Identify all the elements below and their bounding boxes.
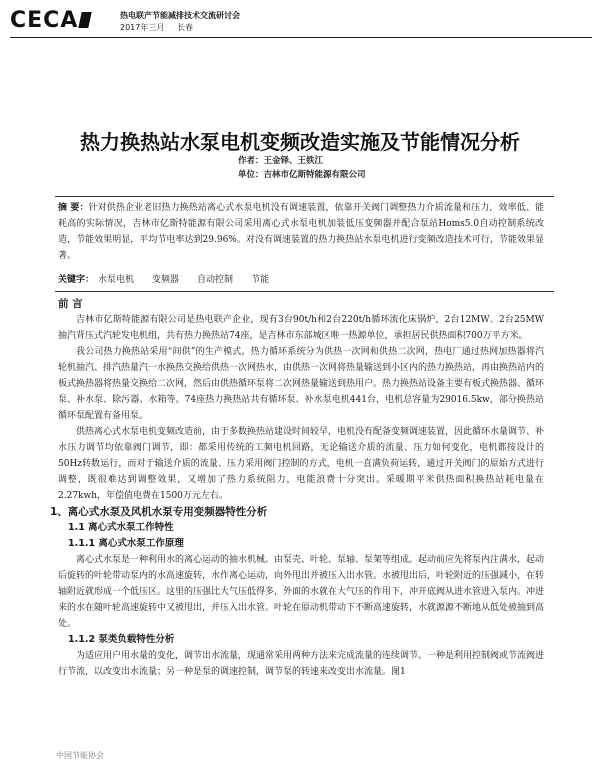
keywords-label: 关键字： (58, 275, 95, 285)
section-1-heading: 1、离心式水泵及风机水泵专用变频器特性分析 (50, 506, 268, 518)
keyword-item: 变频器 (152, 275, 180, 285)
keyword-item: 节能 (251, 275, 270, 285)
abstract (58, 200, 544, 264)
page-footer: 中国节能协会 (56, 751, 104, 760)
divider-bottom (55, 291, 554, 292)
paragraph: 吉林市亿斯特能源有限公司是热电联产企业，现有3台90t/h和2台220t/h循环流化床锅炉，2台12MW、2台25MW抽汽背压式汽轮发电机组，共有热力换热站74座，是吉林市东部城区唯一热源单位，承担居民供热面积700万平方米。 (58, 315, 544, 341)
section-1-1-1-heading: 1.1.1 离心式水泵工作原理 (68, 538, 184, 549)
paragraph: 离心式水泵是一种利用水的离心运动的抽水机械。由泵壳、叶轮、泵轴、泵架等组成。起动前应先将泵内注满水，起动后旋转的叶轮带动泵内的水高速旋转，水作离心运动，向外甩出并被压入出水管。水被甩出后，叶轮附近的压强减小，在转轴附近就形成一个低压区。这里的压强比大气压低得多，外面的水就在大气压的作用下，冲开底阀从进水管进入泵内。冲进来的水在随叶轮高速旋转中又被甩出，并压入出水管。叶轮在原动机带动下不断高速旋转，水就源源不断地从低处被抽到高处。 (58, 555, 545, 629)
header-info (120, 10, 240, 34)
author-line: 作者：王金铎、王铁江 (238, 156, 324, 166)
logo-mark-icon (79, 12, 92, 28)
section-1-1-2-heading: 1.1.2 泵类负载特性分析 (68, 634, 175, 645)
keyword-item: 自动控制 (197, 275, 234, 285)
foreword-section (50, 296, 545, 680)
header-divider (10, 37, 592, 38)
keywords (58, 272, 544, 288)
unit-line: 单位：吉林市亿斯特能源有限公司 (238, 170, 366, 180)
paragraph: 为适应用户用水量的变化，调节出水流量，现通常采用两种方法来完成流量的连续调节。一种是利用控制阀或节流阀进行节流，以改变出水流量；另一种是泵的调速控制，调节泵的转速来改变出水流量。图1 (58, 651, 545, 677)
foreword-heading: 前 言 (58, 298, 83, 310)
journal-name: 热电联产节能减排技术交流研讨会 (120, 11, 240, 20)
paragraph: 供热离心式水泵电机变频改造前，由于多数换热站建设时间较早，电机没有配备变频调速装置，因此循环水量调节、补水压力调节均依靠阀门调节，即：都采用传统的工频电机回路，无论输送介质的流量、压力如何变化，电机都按设计的50Hz转数运行，而对于输送介质的流量、压力采用阀门控制的方式，电机一直满负荷运转，通过开关阀门的原始方式进行调整，既很难达到调整效果，又增加了热力系统阻力，电能浪费十分突出。采暖期平米供热面积换热站耗电量在2.27kwh，年偿值电费在1500万元左右。 (58, 427, 545, 501)
page-header (0, 0, 600, 38)
section-1-1-heading: 1.1 离心式水泵工作特性 (68, 522, 174, 533)
page-title: 热力换热站水泵电机变频改造实施及节能情况分析 (80, 130, 520, 154)
author-block (238, 154, 366, 182)
keyword-item: 水泵电机 (98, 275, 135, 285)
header-date-location: 2017年三月 长春 (120, 23, 194, 32)
abstract-text: 针对供热企业老旧热力换热站离心式水泵电机没有调速装置，依靠开关阀门调整热力介质流量和压力，效率低、能耗高的实际情况，吉林市亿斯特能源有限公司采用离心式水泵电机加装低压变频器并配合泵站Homs5.0自动控制系统改造，节能效果明显，平均节电率达到29.96%。对没有调速装置的热力换热站水泵电机进行变频改造技术可行，节能效果显著。 (58, 203, 544, 261)
ceca-logo: CECA (10, 8, 90, 33)
abstract-label: 摘 要： (58, 203, 89, 213)
paragraph: 我公司热力换热站采用“间供”的生产模式，热力循环系统分为供热一次网和供热二次网，热电厂通过热网加热器将汽轮机抽汽、排汽热量汽一水换热交换给供热一次网热水，由供热一次网将热量输送到小区内的热力换热站，再由换热站内的板式换热器将热量交换给二次网，然后由供热循环泵将二次网热量输送到热用户。热力换热站设备主要有板式换热器、循环泵、补水泵、除污器、水箱等。74座热力换热站共有循环泵、补水泵电机441台，电机总容量为29016.5kw，部分换热站循环泵配置有备用泵。 (58, 347, 545, 421)
divider-top (55, 196, 554, 197)
